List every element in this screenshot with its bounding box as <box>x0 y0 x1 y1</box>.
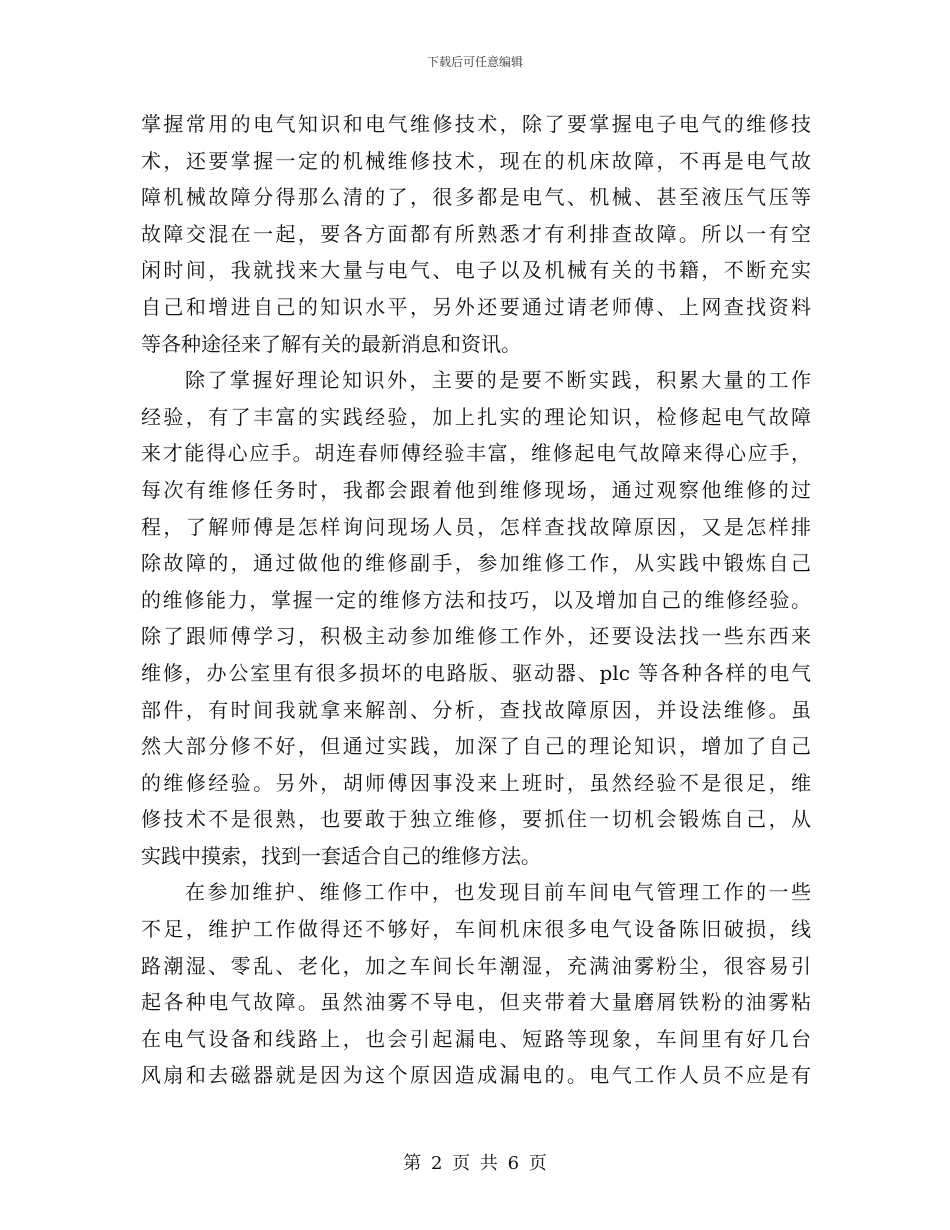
page-number: 第 2 页 共 6 页 <box>403 1153 547 1174</box>
paragraph-start-line: 除了掌握好理论知识外，主要的是要不断实践，积累大量的工作 <box>185 368 811 393</box>
paragraph-end-line: 实践中摸索，找到一套适合自己的维修方法。 <box>141 843 541 868</box>
text-line: 掌握常用的电气知识和电气维修技术，除了要掌握电子电气的维修技 <box>141 112 811 136</box>
text-line: 除故障的，通过做他的维修副手，参加维修工作，从实践中锻炼自己 <box>141 551 811 576</box>
paragraph-end-line: 等各种途径来了解有关的最新消息和资讯。 <box>141 331 521 356</box>
text-line: 每次有维修任务时，我都会跟着他到维修现场，通过观察他维修的过 <box>141 477 811 502</box>
text-line: 自己和增进自己的知识水平，另外还要通过请老师傅、上网查找资料 <box>141 294 811 319</box>
document-body <box>141 106 811 1094</box>
text-line: 维修，办公室里有很多损坏的电路版、驱动器、plc 等各种各样的电气 <box>141 660 811 685</box>
text-line: 起各种电气故障。虽然油雾不导电，但夹带着大量磨屑铁粉的油雾粘 <box>141 990 811 1015</box>
text-line: 的维修能力，掌握一定的维修方法和技巧，以及增加自己的维修经验。 <box>141 587 811 612</box>
text-line: 除了跟师傅学习，积极主动参加维修工作外，还要设法找一些东西来 <box>141 624 811 649</box>
text-line: 经验，有了丰富的实践经验，加上扎实的理论知识，检修起电气故障 <box>141 404 811 429</box>
text-line: 在电气设备和线路上，也会引起漏电、短路等现象，车间里有好几台 <box>141 1026 811 1051</box>
text-line: 风扇和去磁器就是因为这个原因造成漏电的。电气工作人员不应是有 <box>141 1063 811 1088</box>
text-line: 程，了解师傅是怎样询问现场人员，怎样查找故障原因，又是怎样排 <box>141 514 811 539</box>
text-line: 部件，有时间我就拿来解剖、分析，查找故障原因，并设法维修。虽 <box>141 697 811 722</box>
text-line: 障机械故障分得那么清的了，很多都是电气、机械、甚至液压气压等 <box>141 185 811 210</box>
text-line: 不足，维护工作做得还不够好，车间机床很多电气设备陈旧破损，线 <box>141 917 811 942</box>
paragraph-start-line: 在参加维护、维修工作中，也发现目前车间电气管理工作的一些 <box>185 880 811 905</box>
text-line: 故障交混在一起，要各方面都有所熟悉才有利排查故障。所以一有空 <box>141 221 811 246</box>
text-line: 闲时间，我就找来大量与电气、电子以及机械有关的书籍，不断充实 <box>141 258 811 283</box>
text-line: 的维修经验。另外，胡师傅因事没来上班时，虽然经验不是很足，维 <box>141 770 811 795</box>
page-header: 下载后可任意编辑 <box>426 55 523 69</box>
text-line: 术，还要掌握一定的机械维修技术，现在的机床故障，不再是电气故 <box>141 148 811 173</box>
text-line: 修技术不是很熟，也要敢于独立维修，要抓住一切机会锻炼自己，从 <box>141 807 811 832</box>
text-line: 然大部分修不好，但通过实践，加深了自己的理论知识，增加了自己 <box>141 734 811 759</box>
text-line: 来才能得心应手。胡连春师傅经验丰富，维修起电气故障来得心应手， <box>141 441 811 466</box>
text-line: 路潮湿、零乱、老化，加之车间长年潮湿，充满油雾粉尘，很容易引 <box>141 953 811 978</box>
